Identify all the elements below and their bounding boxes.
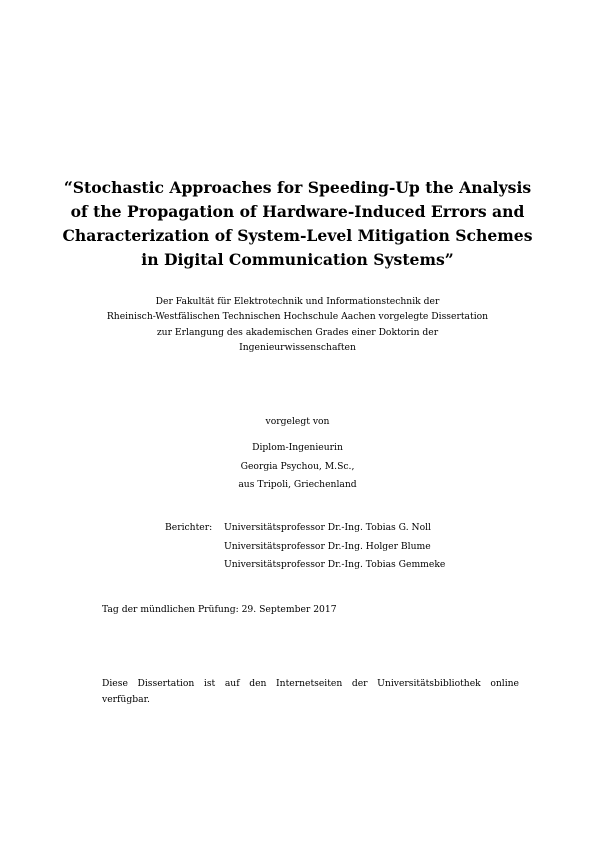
title-line: Characterization of System-Level Mitigation Schemes (62, 226, 533, 245)
faculty-line: zur Erlangung des akademischen Grades einer Doktorin der (156, 326, 439, 338)
submitted-by-label: vorgelegt von (265, 416, 330, 427)
faculty-statement (60, 294, 535, 356)
title-line: in Digital Communication Systems” (141, 250, 454, 269)
faculty-line: Der Fakultät für Elektrotechnik und Informationstechnik der (155, 296, 440, 307)
reviewers-label-spacer (165, 556, 224, 575)
notice-line: verfügbar. (102, 693, 150, 705)
reviewer-name: Universitätsprofessor Dr.-Ing. Holger Blume (224, 540, 431, 552)
author-block (60, 439, 535, 495)
title-line: of the Propagation of Hardware-Induced Errors and (70, 202, 525, 221)
reviewer-row (165, 556, 445, 575)
reviewer-row (165, 538, 445, 557)
author-degree: Diplom-Ingenieurin (252, 442, 343, 453)
reviewer-name: Universitätsprofessor Dr.-Ing. Tobias Gemmeke (224, 559, 446, 571)
reviewer-row (165, 519, 445, 538)
dissertation-title (60, 176, 535, 272)
reviewers-label: Berichter: (165, 522, 213, 533)
author-name: Georgia Psychou, M.Sc., (240, 460, 355, 472)
author-origin: aus Tripoli, Griechenland (238, 479, 357, 491)
online-availability-notice (102, 676, 519, 707)
reviewers-block (165, 519, 445, 575)
faculty-line: Ingenieurwissenschaften (239, 342, 356, 354)
reviewer-name: Universitätsprofessor Dr.-Ing. Tobias G. Noll (224, 522, 431, 533)
oral-exam-date: Tag der mündlichen Prüfung: 29. September 2017 (102, 604, 337, 615)
title-line: “Stochastic Approaches for Speeding-Up the Analysis (63, 178, 532, 197)
reviewers-label-spacer (165, 538, 224, 557)
faculty-line: Rheinisch-Westfälischen Technischen Hochschule Aachen vorgelegte Dissertation (106, 311, 489, 323)
notice-line: Diese Dissertation ist auf den Internetseiten der Universitätsbibliothek online (102, 678, 519, 689)
